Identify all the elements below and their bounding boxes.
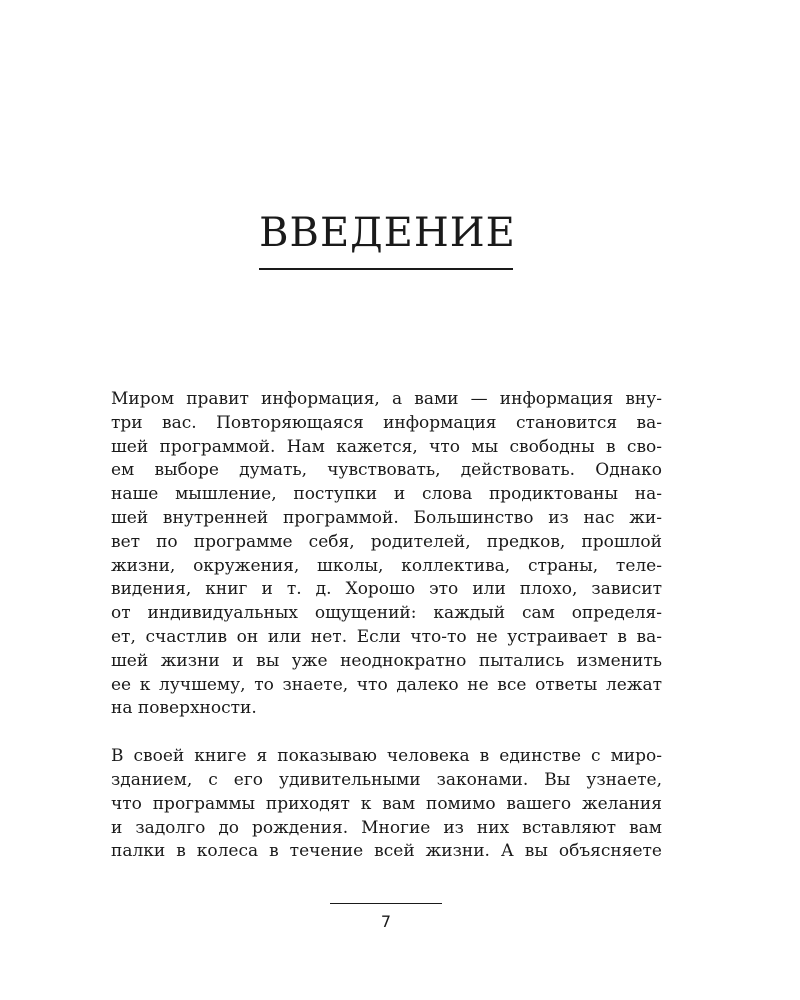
text-line: и задолго до рождения. Многие из них вставляют вам xyxy=(111,817,662,838)
text-line: вет по программе себя, родителей, предков, прошлой xyxy=(111,531,662,552)
paragraph-gap xyxy=(111,721,662,745)
text-line: Миром правит информация, а вами — информация вну- xyxy=(111,389,662,409)
text-line: ем выборе думать, чувствовать, действовать. Однако xyxy=(111,460,662,481)
paragraph xyxy=(111,388,662,721)
text-line: от индивидуальных ощущений: каждый сам определя- xyxy=(111,603,662,624)
text-line: шей программой. Нам кажется, что мы свободны в сво- xyxy=(111,436,662,457)
text-line: ет, счастлив он или нет. Если что-то не устраивает в ва- xyxy=(111,626,662,647)
text-line: шей жизни и вы уже неоднократно пытались изменить xyxy=(111,650,662,671)
text-line: три вас. Повторяющаяся информация становится ва- xyxy=(111,412,662,433)
text-line: зданием, с его удивительными законами. Вы узнаете, xyxy=(111,769,662,790)
text-line: на поверхности. xyxy=(111,698,257,719)
text-line: видения, книг и т. д. Хорошо это или плохо, зависит xyxy=(111,579,662,600)
text-line: палки в колеса в течение всей жизни. А вы объясняете xyxy=(111,841,662,862)
text-line: жизни, окружения, школы, коллектива, страны, теле- xyxy=(111,555,662,576)
text-line: В своей книге я показываю человека в единстве с миро- xyxy=(111,746,662,767)
footer-rule xyxy=(330,903,442,904)
paragraph xyxy=(111,745,662,864)
text-line: ее к лучшему, то знаете, что далеко не все ответы лежат xyxy=(111,674,662,695)
page-number: 7 xyxy=(380,912,392,931)
text-line: наше мышление, поступки и слова продиктованы на- xyxy=(111,484,662,505)
chapter-title: ВВЕДЕНИЕ xyxy=(259,210,516,256)
text-line: шей внутренней программой. Большинство из нас жи- xyxy=(111,507,662,528)
title-underline xyxy=(259,268,513,270)
body-text xyxy=(111,388,662,864)
text-line: что программы приходят к вам помимо вашего желания xyxy=(111,793,662,814)
